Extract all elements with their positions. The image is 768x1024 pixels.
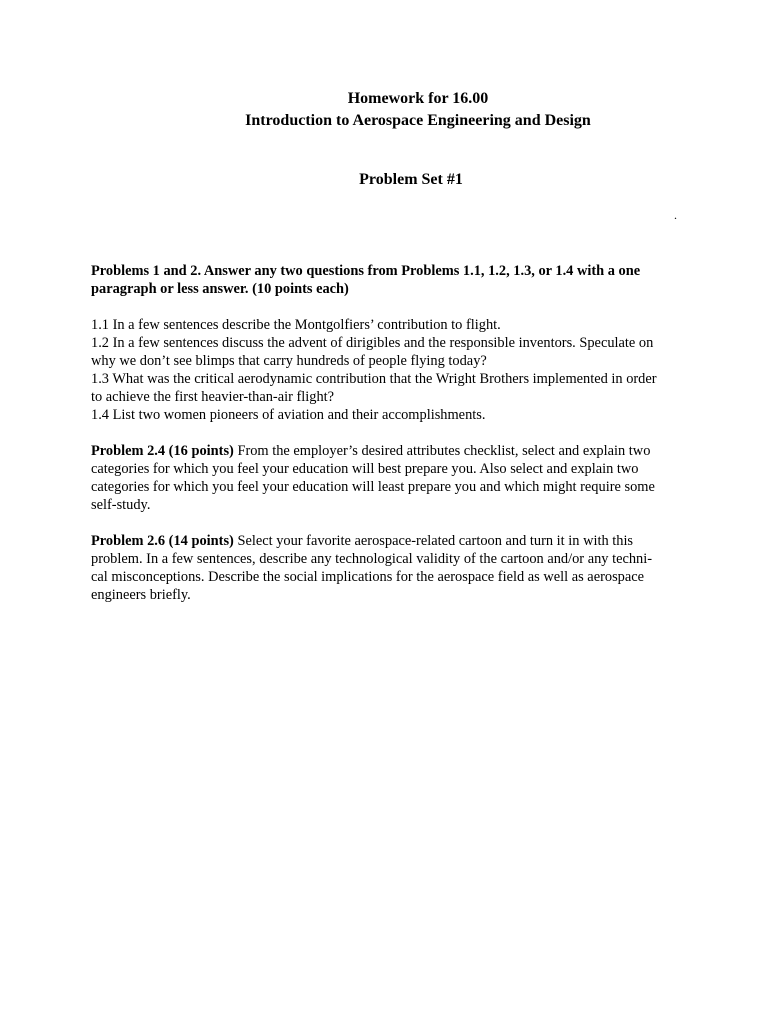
problem-2-6-label: Problem 2.6 (14 points) [91, 533, 234, 549]
question-1-4: 1.4 List two women pioneers of aviation and their accomplishments. [91, 407, 486, 423]
course-title-line: Homework for 16.00 [347, 90, 489, 107]
section1-heading-line2: paragraph or less answer. (10 points each) [91, 281, 349, 297]
question-1-2-line1: 1.2 In a few sentences discuss the advent of dirigibles and the responsible inventors. Speculate on [91, 335, 654, 351]
paragraph-gap [91, 298, 689, 316]
problem-2-4-line4: self-study. [91, 497, 151, 513]
problem-2-4-line1: From the employer’s desired attributes checklist, select and explain two [233, 443, 651, 459]
question-1-2-line2: why we don’t see blimps that carry hundreds of people flying today? [91, 353, 487, 369]
document-body [91, 262, 689, 604]
problem-2-6-line3: cal misconceptions. Describe the social implications for the aerospace field as well as aerospace [91, 569, 645, 585]
stray-dot: . [674, 208, 677, 222]
document-title [0, 88, 768, 132]
problem-2-6-line2: problem. In a few sentences, describe any technological validity of the cartoon and/or any techni- [91, 551, 653, 567]
problem-2-6 [91, 532, 689, 604]
question-1-3-line2: to achieve the first heavier-than-air flight? [91, 389, 335, 405]
question-1-1: 1.1 In a few sentences describe the Montgolfiers’ contribution to flight. [91, 317, 501, 333]
section1-heading [91, 262, 689, 298]
problem-2-4-label: Problem 2.4 (16 points) [91, 443, 234, 459]
section1-heading-line1: Problems 1 and 2. Answer any two questions from Problems 1.1, 1.2, 1.3, or 1.4 with a one [91, 263, 641, 279]
problem-2-6-line4: engineers briefly. [91, 587, 191, 603]
problem-2-4 [91, 442, 689, 514]
paragraph-gap [91, 514, 689, 532]
problem-set-title: Problem Set #1 [359, 171, 463, 188]
paragraph-gap [91, 424, 689, 442]
problem-2-6-line1: Select your favorite aerospace-related cartoon and turn it in with this [233, 533, 634, 549]
question-list [91, 316, 689, 424]
question-1-3-line1: 1.3 What was the critical aerodynamic contribution that the Wright Brothers implemented in order [91, 371, 657, 387]
problem-2-4-line3: categories for which you feel your education will least prepare you and which might require some [91, 479, 655, 495]
course-name-line: Introduction to Aerospace Engineering and Design [245, 112, 591, 129]
problem-2-4-line2: categories for which you feel your education will best prepare you. Also select and explain two [91, 461, 639, 477]
